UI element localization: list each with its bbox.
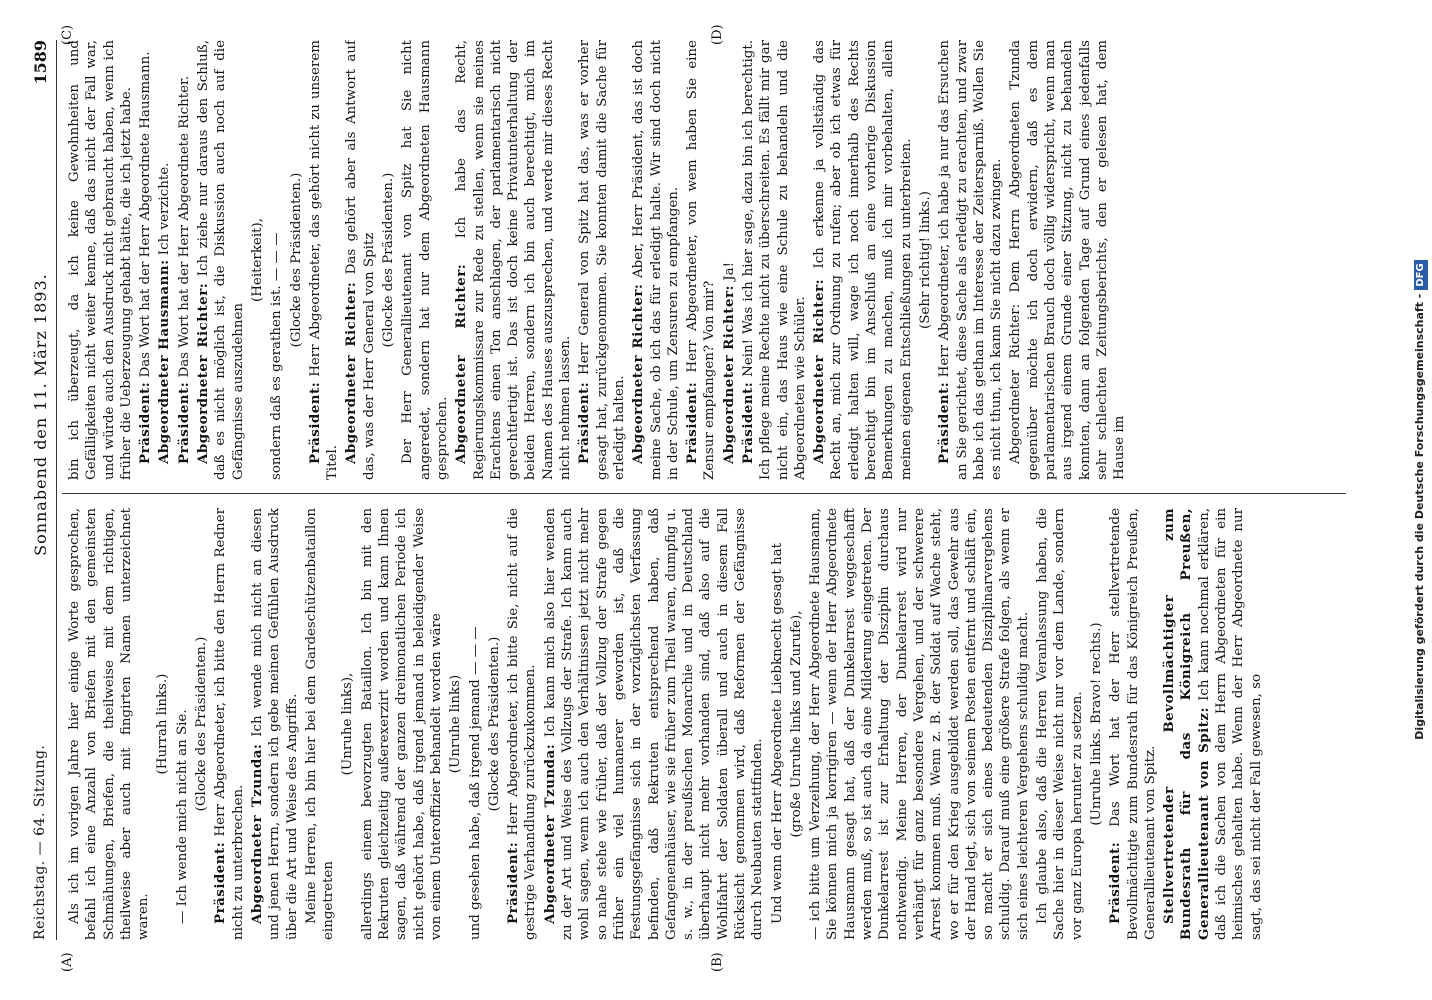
paragraph-text: allerdings einem bevorzugten Bataillon. Ich bin mit den Rekruten gleichzeitig außerexerzirt worden und kann Ihnen sagen, daß während der ganzen dreimonatlichen Periode ich nicht gehört habe, daß irgend jemand in beleidigender Weise von einem Unteroffizier behandelt worden wäre bbox=[359, 508, 444, 940]
speaker-name: Präsident: bbox=[505, 841, 522, 924]
margin-letter-a: (A) bbox=[60, 952, 75, 972]
speaker-name: Präsident: bbox=[1107, 841, 1124, 924]
speaker-name: Präsident: bbox=[306, 381, 323, 464]
paragraph bbox=[176, 40, 193, 480]
margin-letter-d: (D) bbox=[710, 24, 725, 45]
paragraph-text: Und wenn der Herr Abgeordnete Liebknecht gesagt hat bbox=[769, 543, 785, 924]
paragraph-text: Herr General von Spitz hat das, was er vorher gesagt hat, zurückgenommen. Sie konnten damit die Sache für erledigt halten. bbox=[577, 40, 627, 480]
paragraph-text: (Unruhe links), bbox=[340, 672, 356, 776]
speaker-name: Präsident: bbox=[137, 381, 154, 464]
paragraph-text: Nein! Was ich hier sage, dazu bin ich berechtigt. Ich pflege meine Rechte nicht zu überschreiten. Es fällt mir gar nicht ein, das Haus wie eine Schule zu behandeln und die Abgeordneten wie Schüler. bbox=[740, 40, 808, 480]
paragraph-text: Ich habe das Recht, Regierungskommissare zur Rede zu stellen, wenn sie meines Erachtens einen Ton anschlagen, der parlamentarisch nicht gerechtfertigt ist. Das ist doch keine Privatunterhaltung der beiden Herren, sondern ich bin auch berechtigt, mich im Namen des Hauses auszusprechen, und werde mir dieses Recht nicht nehmen lassen. bbox=[454, 40, 574, 480]
speaker-name: Präsident: bbox=[175, 381, 192, 464]
paragraph bbox=[630, 40, 682, 480]
paragraph-text: (Glocke des Präsidenten.) bbox=[486, 636, 502, 812]
paragraph bbox=[399, 40, 451, 480]
paragraph bbox=[917, 40, 934, 480]
paragraph bbox=[1161, 508, 1265, 940]
paragraph-text: Herr Abgeordneter, ich bitte den Herrn Redner nicht zu unterbrechen. bbox=[213, 508, 246, 940]
paragraph-text: Herr Abgeordneter, ich bitte Sie, nicht auf die gestrige Verhandlung zurückzukommen. bbox=[506, 508, 539, 940]
speaker-name: Abgeordneter Tzunda: bbox=[248, 743, 265, 924]
paragraph-text: (Hurrah links.) bbox=[155, 673, 171, 775]
rotated-page bbox=[20, 20, 1360, 980]
paragraph-text: Ich glaube also, daß die Herren Veranlassung haben, die Sache hier in dieser Weise nicht nur vor dem Lande, sondern vor ganz Europa herunter zu setzen. bbox=[1035, 508, 1085, 940]
paragraph-text: und gesehen habe, daß irgend jemand — — — bbox=[467, 626, 483, 940]
paragraph bbox=[249, 508, 301, 940]
speaker-name: Präsident: bbox=[212, 841, 229, 924]
paragraph bbox=[359, 508, 445, 940]
paragraph-text: (Unruhe links. Bravo! rechts.) bbox=[1088, 622, 1104, 826]
paragraph-text: (Glocke des Präsidenten.) bbox=[194, 636, 210, 812]
paragraph bbox=[174, 508, 191, 940]
speaker-name: Abgeordneter Tzunda: bbox=[541, 743, 558, 924]
paragraph-text: Ich erkenne ja vollständig das Recht an, mich zur Ordnung zu rufen; aber ob ich etwas für erledigt halten will, wage ich noch innerhalb des Rechts berechtigt bin im Anschluß an eine vorherige Diskussion Bemerkungen zu machen, muß ich mir vorbehalten, allein meinen eigenen Entschließungen zu unterbreiten. bbox=[812, 40, 914, 480]
paragraph-text: sondern daß es gerathen ist. — — — bbox=[269, 232, 285, 480]
paragraph-text: Aber, Herr Präsident, das ist doch meine Sache, ob ich das für erledigt halte. Wir sind doch nicht in der Schule, um Zensuren zu empfangen. bbox=[631, 40, 681, 480]
paragraph-text: Herr Abgeordneter, von wem haben Sie eine Zensur empfangen? Von mir? bbox=[685, 40, 718, 480]
paragraph-text: Ich kann mich also hier wenden zu der Art und Weise des Vollzugs der Strafe. Ich kann auch wohl sagen, wenn ich auch den Verhältnissen jetzt nicht mehr so nahe stehe wie früher, daß der Vollzug der Strafe gegen früher ein viel humanerer geworden ist, daß die Festungsgefängnisse sich in der vorzüglichsten Verfassung befinden, daß Rekruten entsprechend haben, daß Gefangenenhäuser, wie sie früher zum Theil waren, dumpfig u. s. w., in der preußischen Monarchie und in Deutschland überhaupt nicht mehr vorhanden sind, daß also auf die Wohlfahrt der Soldaten überall und auch in diesem Fall Rücksicht genommen wird, daß Reformen der Gefängnisse durch Neubauten stattfinden. bbox=[542, 508, 766, 940]
paragraph-text: Meine Herren, ich bin hier bei dem Gardeschützenbataillon eingetreten bbox=[303, 508, 337, 940]
speaker-name: Präsident: bbox=[576, 381, 593, 464]
paragraph bbox=[66, 40, 135, 480]
speaker-name: Abgeordneter Richter: bbox=[811, 278, 828, 464]
speaker-name: Präsident: bbox=[684, 381, 701, 464]
page-number: 1589 bbox=[30, 40, 50, 85]
paragraph bbox=[249, 40, 266, 480]
paragraph bbox=[542, 508, 767, 940]
paragraph bbox=[807, 508, 1032, 940]
speaker-name: Präsident: bbox=[936, 381, 953, 464]
speaker-name: Abgeordneter Hausmann: bbox=[156, 259, 173, 464]
paragraph bbox=[288, 40, 305, 480]
header-left: Reichstag. — 64. Sitzung. bbox=[32, 744, 48, 940]
paragraph bbox=[467, 508, 484, 940]
paragraph-text: Abgeordneter Richter: Dem Herrn Abgeordneten Tzunda gegenüber möchte ich doch erwidern, daß es dem parlamentarischen Brauch doch völlig widerspricht, wenn man aus irgend einem Grunde einer Sitzung, nicht zu behandeln konnten, dann an folgenden Tage auf Grund eines jedenfalls sehr schlechten Zeitungsberichts, den er gelesen hat, dem Hause im bbox=[1008, 40, 1128, 480]
paragraph bbox=[339, 508, 356, 940]
speaker-name: Stellvertretender Bevollmächtigter zum Bundesrath für das Königreich Preußen, Generallieutenant von Spitz: bbox=[1161, 508, 1212, 940]
paragraph bbox=[303, 508, 338, 940]
margin-letter-b: (B) bbox=[710, 952, 725, 972]
paragraph-text: — Ich wende mich nicht an Sie. bbox=[174, 709, 190, 924]
paragraph bbox=[343, 40, 378, 480]
paragraph-text: Ja! bbox=[721, 262, 737, 281]
paragraph bbox=[137, 40, 154, 480]
paragraph-text: Das Wort hat der Herr Abgeordnete Hausmann. bbox=[138, 51, 154, 378]
paragraph bbox=[486, 508, 503, 940]
paragraph bbox=[576, 40, 628, 480]
paragraph bbox=[684, 40, 719, 480]
paragraph bbox=[66, 508, 152, 940]
paragraph bbox=[156, 40, 173, 480]
paragraph bbox=[1088, 508, 1105, 940]
right-column bbox=[66, 40, 1346, 480]
speaker-name: Abgeordneter Richter: bbox=[453, 263, 470, 464]
paragraph-text: (Glocke des Präsidenten.) bbox=[381, 172, 397, 348]
paragraph bbox=[1007, 40, 1128, 480]
dfg-logo: DFG bbox=[1414, 260, 1428, 289]
paragraph bbox=[193, 508, 210, 940]
paragraph-text: Ich wende mich nicht an diesen und jenen Herrn, sondern ich gebe meinen Gefühlen Ausdruck über die Art und Weise des Angriffs. bbox=[249, 508, 300, 940]
digitization-credit bbox=[1408, 0, 1432, 1000]
paragraph bbox=[721, 40, 738, 480]
paragraph bbox=[936, 40, 1005, 480]
paragraph-text: Das Wort hat der Herr stellvertretende Bevollmächtigte zum Bundesrath für das Königreich Preußen, Generallieutenant von Spitz. bbox=[1108, 508, 1158, 940]
paragraph-text: Ich kann nochmal erklären, daß ich die Sachen von dem Herrn Abgeordneten für ein heimisches gehalten habe. Wenn der Herr Abgeordnete nur sagt, das sei nicht der Fall gewesen, so bbox=[1196, 508, 1264, 940]
speaker-name: Präsident: bbox=[739, 381, 756, 464]
paragraph-text: — ich bitte um Verzeihung, der Herr Abgeordnete Hausmann, Sie können mich ja korrigiren — wenn der Herr Abgeordnete Hausmann gesagt hat, daß der Dunkelarrest weggeschafft werden muß, so ist auch da eine Milderung eingetreten. Der Dunkelarrest ist zur Erhaltung der Disziplin durchaus nothwendig. Meine Herren, der Dunkelarrest wird nur verhängt für ganz besondere Vergehen, und der schwerere Arrest kommen muß. Wenn z. B. der Soldat auf Wache steht, wo er für den Krieg ausgebildet werden soll, das Gewehr aus der Hand legt, sich von seinem Posten entfernt und schläft ein, so macht er sich eines bedeutenden Disziplinarvergehens schuldig. Darauf muß eine größere Strafe folgen, als wenn er sich eines leichteren Vergehens schuldig macht. bbox=[808, 508, 1031, 940]
paragraph bbox=[788, 508, 805, 940]
paragraph-text: Herr Abgeordneter, das gehört nicht zu unserem Titel. bbox=[307, 40, 341, 480]
paragraph-text: Das Wort hat der Herr Abgeordnete Richter. bbox=[176, 75, 192, 378]
paragraph-text: bin ich überzeugt, da ich keine Gewohnheiten und Gefälligkeiten nicht weiter kenne, daß das nicht der Fall war, und würde auch den Ausdruck nicht gebraucht haben, wenn ich früher die Ueberzeugung gehabt hätte, die ich jetzt habe. bbox=[67, 40, 134, 480]
speaker-name: Abgeordneter Richter: bbox=[720, 285, 737, 464]
paragraph-text: Ich ziehe nur daraus den Schluß, daß es nicht möglich ist, die Diskussion auch noch auf die Gefängnisse auszudehnen bbox=[196, 40, 246, 480]
paragraph-text: (Sehr richtig! links.) bbox=[917, 191, 933, 329]
paragraph-text: (Unruhe links) bbox=[448, 674, 464, 774]
paragraph-text: (große Unruhe links und Zurufe), bbox=[788, 610, 804, 838]
speaker-name: Abgeordneter Richter: bbox=[630, 283, 647, 464]
page-header bbox=[28, 40, 57, 940]
paragraph bbox=[447, 508, 464, 940]
speaker-name: Abgeordneter Richter: bbox=[195, 282, 212, 464]
paragraph bbox=[769, 508, 786, 940]
header-date: Sonnabend den 11. März 1893. bbox=[30, 273, 50, 556]
paragraph-text: Der Herr Generallieutenant von Spitz hat Sie nicht angeredet, sondern hat nur dem Abgeordneten Hausmann gesprochen. bbox=[400, 40, 450, 480]
paragraph bbox=[195, 40, 247, 480]
margin-letter-c: (C) bbox=[60, 24, 75, 45]
paragraph bbox=[811, 40, 915, 480]
paragraph bbox=[307, 40, 342, 480]
paragraph bbox=[154, 508, 171, 940]
paragraph bbox=[453, 40, 574, 480]
paragraph-text: (Heiterkeit), bbox=[249, 218, 265, 302]
paragraph bbox=[1034, 508, 1086, 940]
paragraph bbox=[740, 40, 809, 480]
paragraph bbox=[380, 40, 397, 480]
paragraph bbox=[1107, 508, 1159, 940]
paragraph-text: Das gehört aber als Antwort auf das, was der Herr General von Spitz bbox=[344, 40, 377, 480]
paragraph-text: (Glocke des Präsidenten.) bbox=[288, 172, 304, 348]
credit-text: Digitalisierung gefördert durch die Deutsche Forschungsgemeinschaft - bbox=[1413, 293, 1426, 740]
paragraph-text: Als ich im vorigen Jahre hier einige Worte gesprochen, befahl ich eine Anzahl von Briefen mit den gemeinsten Schmähungen, Briefen, die theilweise mit dem richtigen, theilweise aber auch mit fingirten Namen unterzeichnet waren. bbox=[67, 508, 152, 940]
paragraph bbox=[268, 40, 285, 480]
paragraph-text: Ich verzichte. bbox=[157, 162, 173, 256]
speaker-name: Abgeordneter Richter: bbox=[343, 281, 360, 464]
column-divider bbox=[62, 493, 1346, 494]
paragraph-text: Herr Abgeordneter, ich habe ja nur das Ersuchen an Sie gerichtet, diese Sache als erledigt zu erachten, und zwar habe ich das gethan im Interesse der Zeitersparniß. Wollen Sie es nicht thun, ich kann Sie nicht dazu zwingen. bbox=[937, 40, 1005, 480]
left-column bbox=[66, 508, 1346, 940]
paragraph bbox=[212, 508, 247, 940]
paragraph bbox=[505, 508, 540, 940]
